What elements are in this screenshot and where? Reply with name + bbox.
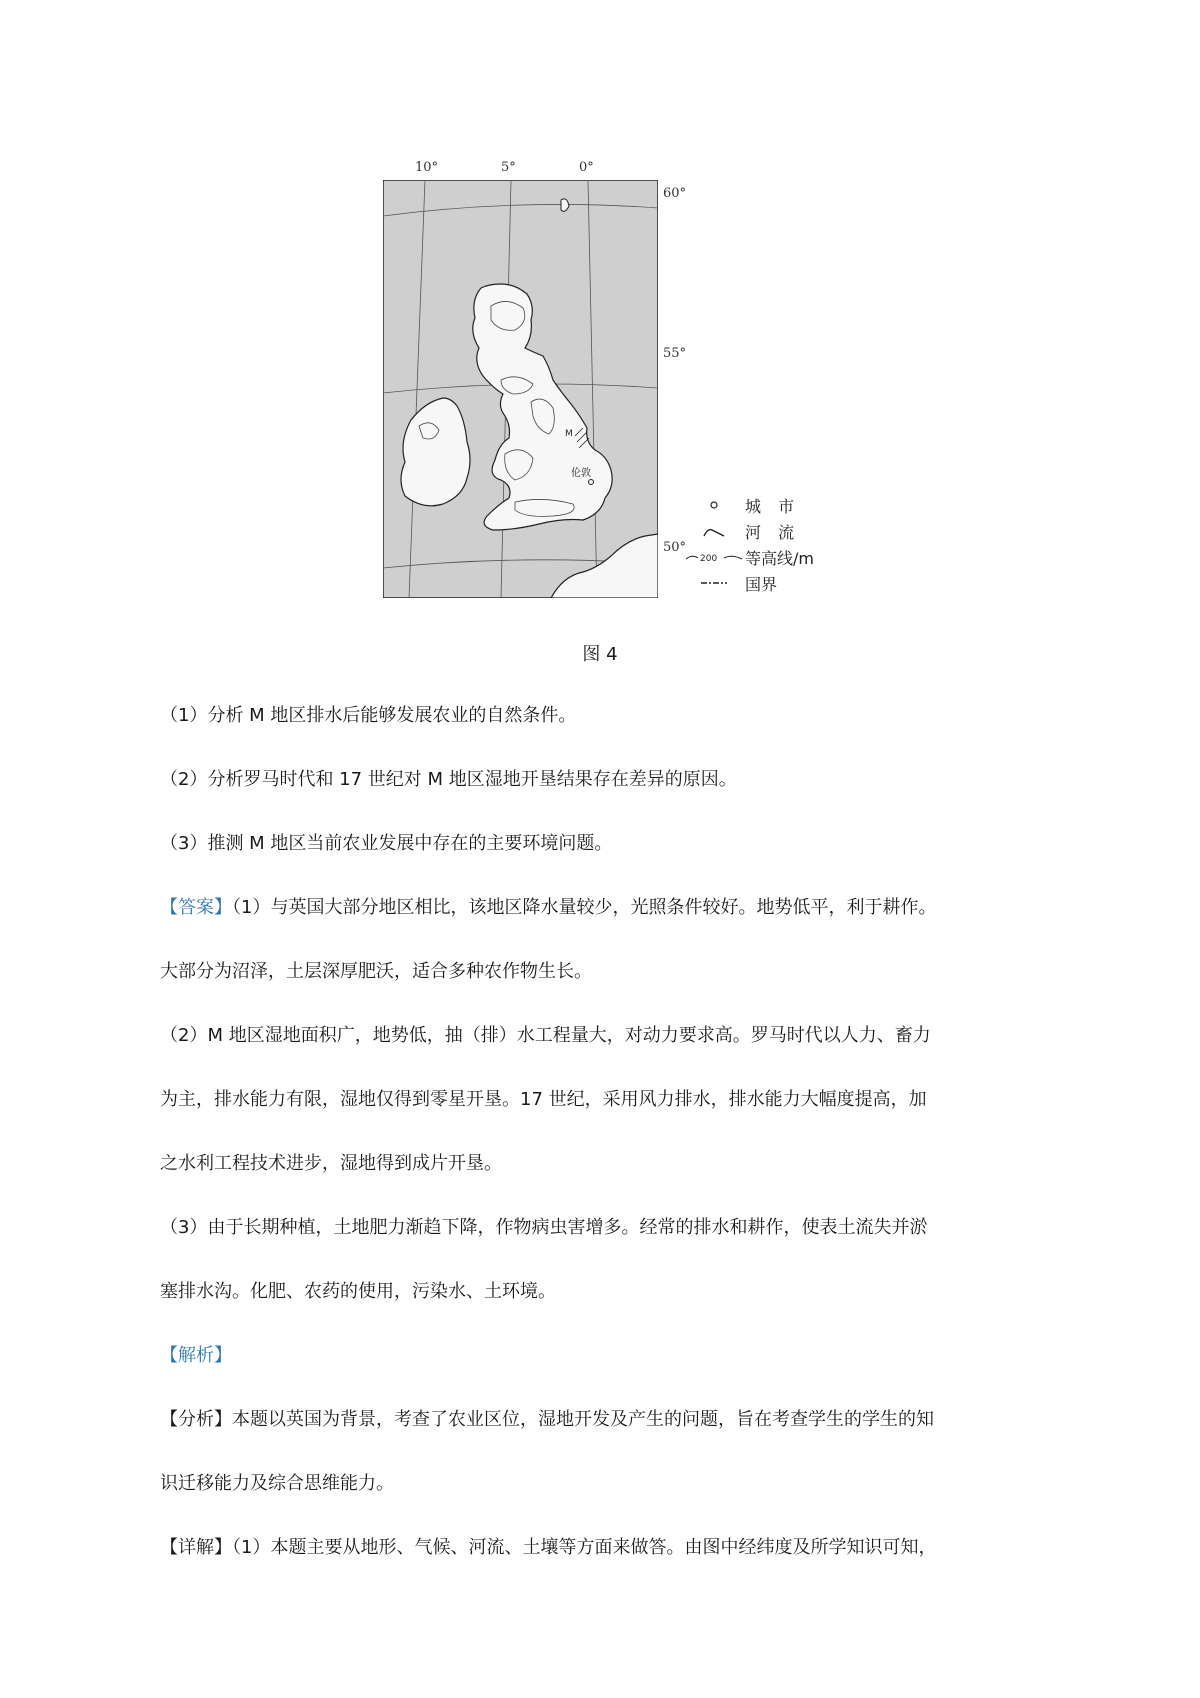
- answer-line-6: （3）由于长期种植，土地肥力渐趋下降，作物病虫害增多。经常的排水和耕作，使表土流失并淤: [160, 1217, 928, 1238]
- analysis-tag: 【解析】: [160, 1345, 232, 1366]
- river-icon: [683, 524, 745, 538]
- legend-item-river: [683, 518, 814, 544]
- longitude-label-0: 0°: [579, 160, 594, 175]
- map-legend: [683, 492, 814, 596]
- answer-line-1: [160, 896, 1060, 920]
- legend-item-city: [683, 492, 814, 518]
- answer-line-7: 塞排水沟。化肥、农药的使用，污染水、土环境。: [160, 1281, 556, 1302]
- answer-line-3: （2）M 地区湿地面积广，地势低，抽（排）水工程量大，对动力要求高。罗马时代以人力、畜力: [160, 1025, 931, 1046]
- latitude-label-55: 55°: [663, 346, 687, 361]
- contour-line-icon: [683, 550, 745, 564]
- question-1: （1）分析 M 地区排水后能够发展农业的自然条件。: [160, 705, 577, 726]
- analysis-line-1: 【分析】本题以英国为背景，考查了农业区位，湿地开发及产生的问题，旨在考查学生的学生的知: [160, 1409, 934, 1430]
- latitude-label-50: 50°: [663, 540, 687, 555]
- answer-line-5: 之水利工程技术进步，湿地得到成片开垦。: [160, 1153, 502, 1174]
- answer-tag: 【答案】: [160, 897, 232, 918]
- legend-item-contour: [683, 544, 814, 570]
- uk-map: [383, 180, 658, 598]
- legend-label-contour: 等高线/m: [745, 548, 814, 568]
- city-dot-icon: [683, 500, 745, 510]
- longitude-label-5: 5°: [501, 160, 516, 175]
- detail-line-1: 【详解】（1）本题主要从地形、气候、河流、土壤等方面来做答。由图中经纬度及所学知识可知，: [160, 1537, 937, 1558]
- legend-label-city: 城 市: [745, 496, 801, 516]
- question-2: （2）分析罗马时代和 17 世纪对 M 地区湿地开垦结果存在差异的原因。: [160, 769, 737, 790]
- answer-line-2: 大部分为沼泽，土层深厚肥沃，适合多种农作物生长。: [160, 961, 592, 982]
- border-line-icon: [683, 578, 745, 588]
- latitude-label-60: 60°: [663, 186, 687, 201]
- question-3: （3）推测 M 地区当前农业发展中存在的主要环境问题。: [160, 833, 613, 854]
- longitude-label-10: 10°: [415, 160, 439, 175]
- legend-label-river: 河 流: [745, 522, 801, 542]
- answer-line-4: 为主，排水能力有限，湿地仅得到零星开垦。17 世纪，采用风力排水，排水能力大幅度提高，加: [160, 1089, 927, 1110]
- contour-symbol-value: 200: [700, 554, 718, 564]
- region-m-label: M: [565, 429, 573, 439]
- legend-label-border: 国界: [745, 574, 778, 594]
- figure-caption: 图 4: [582, 644, 618, 665]
- answer-text-1: （1）与英国大部分地区相比，该地区降水量较少，光照条件较好。地势低平，利于耕作。: [232, 897, 937, 918]
- map-figure: [383, 160, 843, 600]
- london-label: 伦敦: [571, 468, 591, 479]
- analysis-line-2: 识迁移能力及综合思维能力。: [160, 1473, 394, 1494]
- legend-item-border: [683, 570, 814, 596]
